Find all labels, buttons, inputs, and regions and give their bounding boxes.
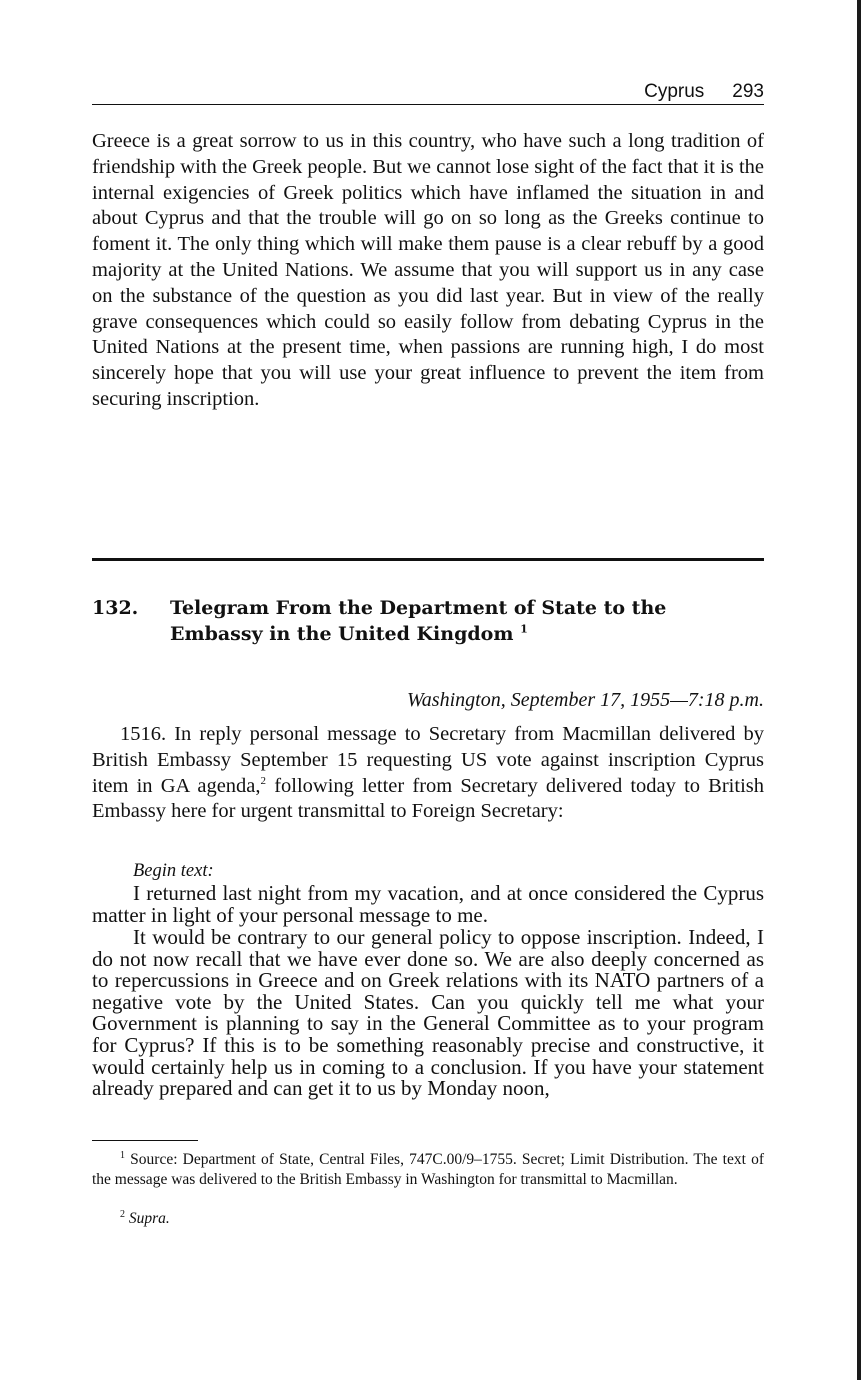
- dateline: Washington, September 17, 1955—7:18 p.m.: [406, 689, 764, 711]
- footnote-ref-2[interactable]: 2: [260, 774, 267, 787]
- section-divider: [92, 558, 764, 561]
- letter-paragraph-2: It would be contrary to our general policy to oppose inscription. Indeed, I do not now recall that we have ever done so. We are also deeply concerned as to repercussions in Greece and on Greek relations with its NATO partners of a negative vote by the United States. Can you quickly tell me what your Government is planning to say in the General Committee as to your program for Cyprus? If this is to be something reasonably precise and constructive, it would certainly help us in coming to a conclusion. If you have your statement already prepared and can get it to us by Monday noon,: [92, 925, 764, 1101]
- telegram-text-part1: 1516. In reply personal message to Secretary from Macmillan delivered by British Embassy September 15 requesting US vote against inscription Cyprus item in GA agenda,: [92, 723, 764, 797]
- begin-text-label: Begin text:: [133, 861, 214, 881]
- document-title-block: [170, 595, 764, 647]
- page-edge-shadow: [857, 0, 861, 1380]
- footnote-2: [120, 1209, 170, 1229]
- footnote-1-mark: 1: [120, 1149, 125, 1161]
- footnote-2-text: Supra.: [128, 1210, 170, 1227]
- footnote-1: [92, 1150, 764, 1189]
- footnote-1-text: Source: Department of State, Central Files, 747C.00/9–1755. Secret; Limit Distribution. The text of the message was delivered to the British Embassy in Washington for transmittal to Macmillan.: [92, 1151, 764, 1188]
- telegram-paragraph: [92, 722, 764, 825]
- document-number: 132.: [92, 597, 139, 619]
- footnote-2-mark: 2: [120, 1208, 125, 1220]
- document-title: Telegram From the Department of State to the Embassy in the United Kingdom: [170, 597, 667, 645]
- running-header: [92, 80, 764, 105]
- page-number: 293: [732, 81, 764, 102]
- continuation-paragraph: Greece is a great sorrow to us in this country, who have such a long tradition of friendship with the Greek people. But we cannot lose sight of the fact that it is the internal exigencies of Greek politics which have inflamed the situation in and about Cyprus and that the trouble will go on so long as the Greeks continue to foment it. The only thing which will make them pause is a clear rebuff by a good majority at the United Nations. We assume that you will support us in any case on the substance of the question as you did last year. But in view of the really grave consequences which could so easily follow from debating Cyprus in the United Nations at the present time, when passions are running high, I do most sincerely hope that you will use your great influence to prevent the item from securing inscription.: [92, 130, 764, 410]
- letter-paragraph-1: I returned last night from my vacation, and at once considered the Cyprus matter in light of your personal message to me.: [92, 881, 764, 927]
- running-title: Cyprus: [644, 81, 705, 102]
- telegram-text-part2: following letter from Secretary delivered today to British Embassy here for urgent transmittal to Foreign Secretary:: [92, 774, 764, 823]
- footnote-ref-1[interactable]: 1: [520, 622, 528, 636]
- footnote-divider: [92, 1140, 198, 1141]
